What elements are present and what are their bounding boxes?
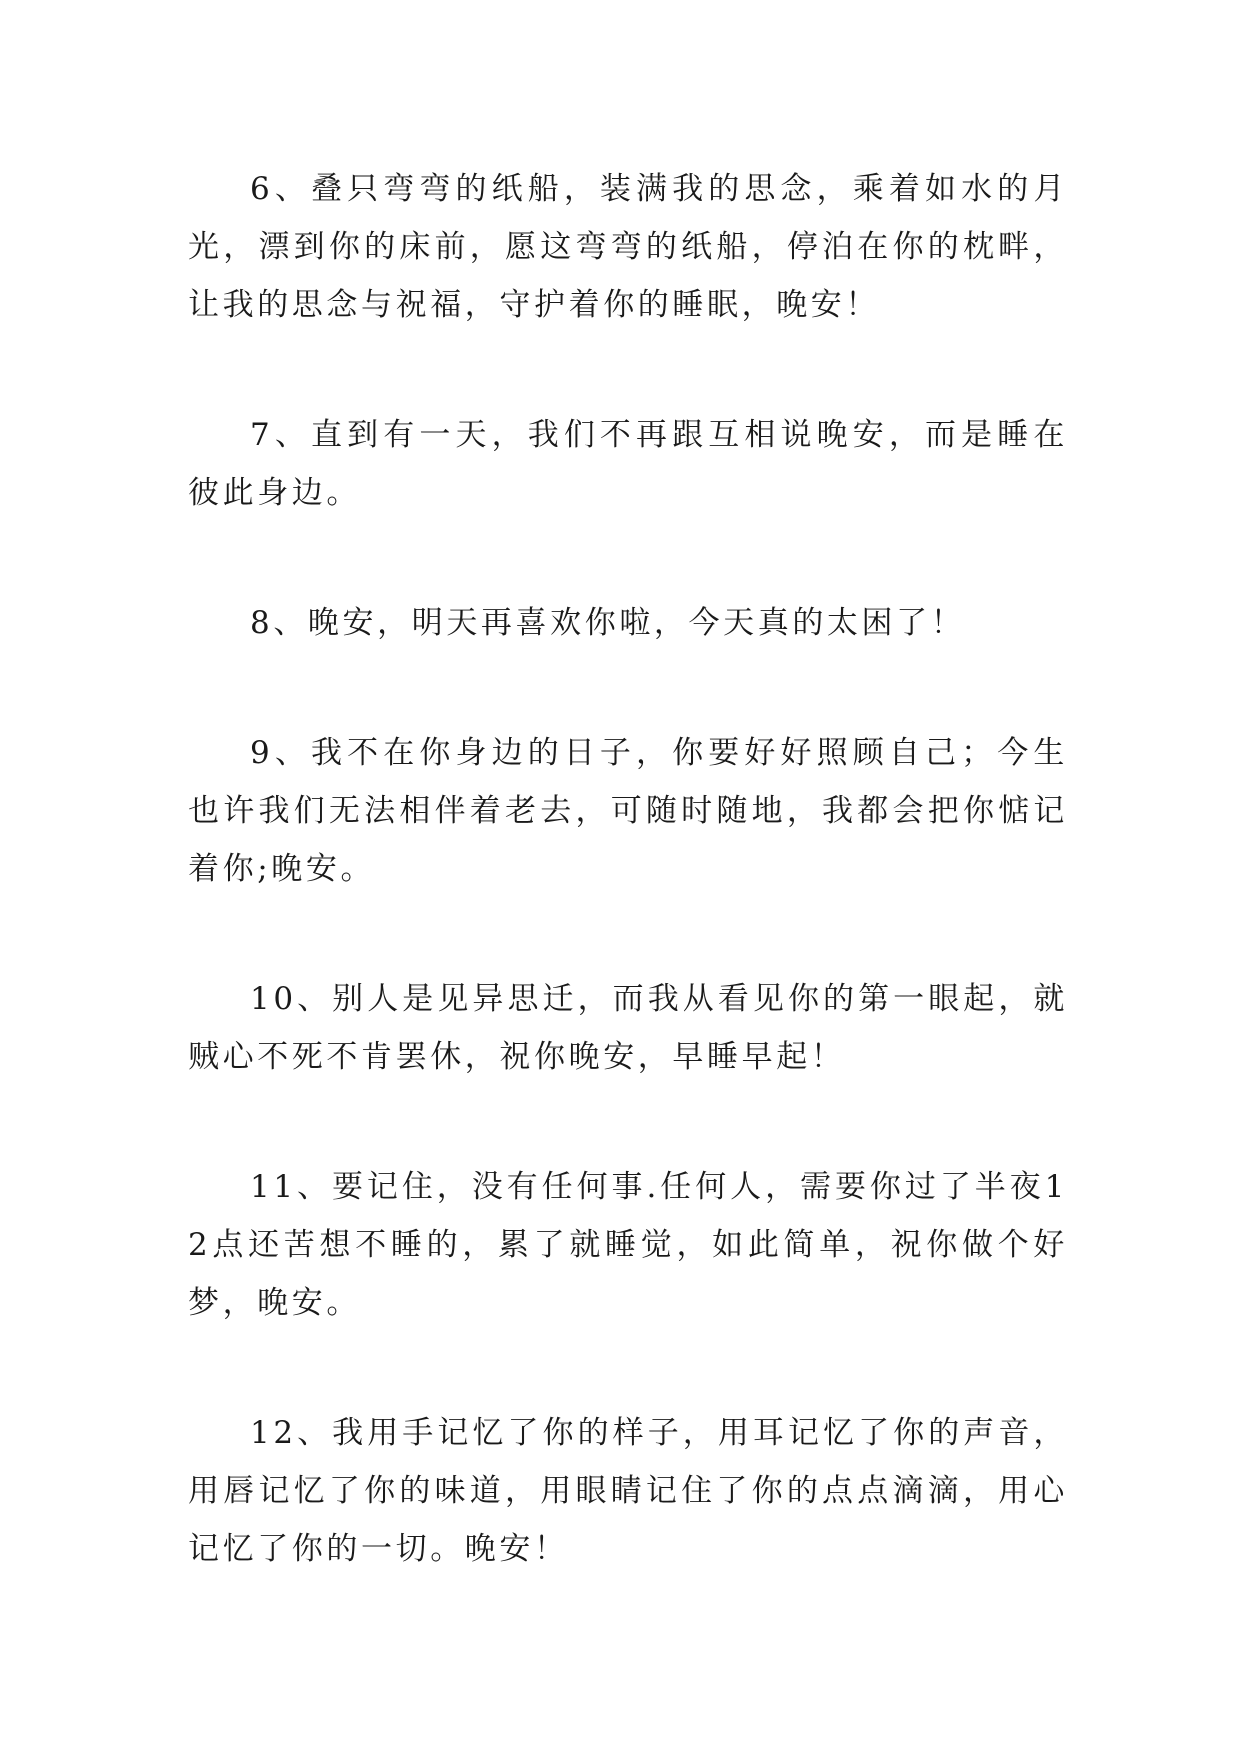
paragraph-11: 11、要记住，没有任何事.任何人，需要你过了半夜12点还苦想不睡的，累了就睡觉，如此简单，祝你做个好梦，晚安。 [188, 1169, 1068, 1321]
paragraph-7: 7、直到有一天，我们不再跟互相说晚安，而是睡在彼此身边。 [188, 417, 1068, 511]
paragraph-9: 9、我不在你身边的日子，你要好好照顾自己；今生也许我们无法相伴着老去，可随时随地，我都会把你惦记着你;晚安。 [188, 735, 1068, 887]
paragraph-6: 6、叠只弯弯的纸船，装满我的思念，乘着如水的月光，漂到你的床前，愿这弯弯的纸船，停泊在你的枕畔，让我的思念与祝福，守护着你的睡眠，晚安！ [188, 171, 1068, 323]
document-body [188, 160, 1068, 1650]
paragraph-10: 10、别人是见异思迁，而我从看见你的第一眼起，就贼心不死不肯罢休，祝你晚安，早睡早起！ [188, 981, 1068, 1075]
paragraph-12: 12、我用手记忆了你的样子，用耳记忆了你的声音，用唇记忆了你的味道，用眼睛记住了你的点点滴滴，用心记忆了你的一切。晚安！ [188, 1415, 1068, 1567]
paragraph-8: 8、晚安，明天再喜欢你啦，今天真的太困了！ [250, 605, 966, 641]
